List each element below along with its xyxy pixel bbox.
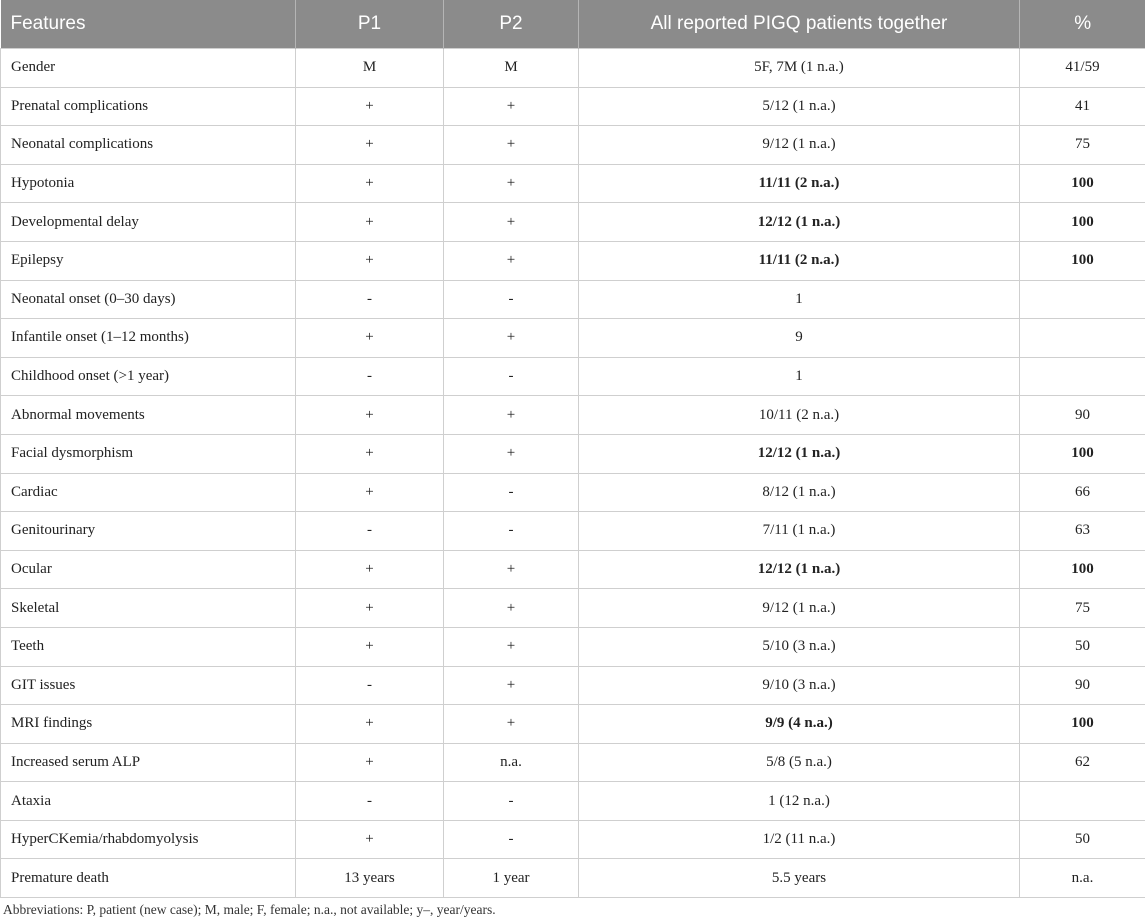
table-row xyxy=(1,705,1145,744)
cell-p2: + xyxy=(444,550,579,589)
cell-all-patients: 5/12 (1 n.a.) xyxy=(579,87,1020,126)
cell-all-patients: 5.5 years xyxy=(579,859,1020,898)
table-row xyxy=(1,396,1145,435)
cell-percent: 66 xyxy=(1020,473,1145,512)
cell-p1: + xyxy=(296,203,444,242)
cell-p2: - xyxy=(444,280,579,319)
cell-p1: 13 years xyxy=(296,859,444,898)
cell-percent xyxy=(1020,280,1145,319)
cell-p1: + xyxy=(296,319,444,358)
table-row xyxy=(1,666,1145,705)
cell-p2: + xyxy=(444,396,579,435)
cell-p2: + xyxy=(444,434,579,473)
cell-p2: + xyxy=(444,126,579,165)
cell-all-patients: 9/12 (1 n.a.) xyxy=(579,589,1020,628)
table-row xyxy=(1,473,1145,512)
table-row xyxy=(1,241,1145,280)
cell-all-patients: 1 (12 n.a.) xyxy=(579,782,1020,821)
cell-all-patients: 1 xyxy=(579,280,1020,319)
cell-percent: 41 xyxy=(1020,87,1145,126)
table-row xyxy=(1,782,1145,821)
cell-percent: 100 xyxy=(1020,550,1145,589)
cell-p2: + xyxy=(444,589,579,628)
cell-p1: + xyxy=(296,627,444,666)
cell-all-patients: 9/12 (1 n.a.) xyxy=(579,126,1020,165)
cell-feature: Ataxia xyxy=(1,782,296,821)
cell-p1: M xyxy=(296,49,444,88)
cell-percent: 100 xyxy=(1020,164,1145,203)
cell-percent: 100 xyxy=(1020,434,1145,473)
cell-all-patients: 12/12 (1 n.a.) xyxy=(579,550,1020,589)
cell-all-patients: 9/10 (3 n.a.) xyxy=(579,666,1020,705)
cell-p1: + xyxy=(296,550,444,589)
cell-all-patients: 11/11 (2 n.a.) xyxy=(579,241,1020,280)
cell-p2: + xyxy=(444,241,579,280)
table-header xyxy=(1,0,1145,49)
table-row xyxy=(1,203,1145,242)
cell-feature: Infantile onset (1–12 months) xyxy=(1,319,296,358)
header-all-patients: All reported PIGQ patients together xyxy=(579,0,1020,49)
cell-p2: - xyxy=(444,820,579,859)
cell-all-patients: 5F, 7M (1 n.a.) xyxy=(579,49,1020,88)
table-row xyxy=(1,589,1145,628)
cell-p1: + xyxy=(296,396,444,435)
cell-p1: - xyxy=(296,512,444,551)
table-row xyxy=(1,550,1145,589)
cell-p1: + xyxy=(296,87,444,126)
cell-p1: + xyxy=(296,820,444,859)
table-row xyxy=(1,126,1145,165)
header-features: Features xyxy=(1,0,296,49)
cell-all-patients: 11/11 (2 n.a.) xyxy=(579,164,1020,203)
cell-feature: Cardiac xyxy=(1,473,296,512)
table-row xyxy=(1,319,1145,358)
cell-percent xyxy=(1020,357,1145,396)
cell-all-patients: 7/11 (1 n.a.) xyxy=(579,512,1020,551)
cell-p1: - xyxy=(296,357,444,396)
table-row xyxy=(1,280,1145,319)
table-row xyxy=(1,743,1145,782)
table-row xyxy=(1,49,1145,88)
cell-p2: + xyxy=(444,666,579,705)
cell-p1: + xyxy=(296,126,444,165)
table-row xyxy=(1,357,1145,396)
cell-feature: Prenatal complications xyxy=(1,87,296,126)
cell-feature: GIT issues xyxy=(1,666,296,705)
cell-p2: + xyxy=(444,705,579,744)
cell-p1: - xyxy=(296,280,444,319)
cell-percent: 100 xyxy=(1020,705,1145,744)
table-row xyxy=(1,820,1145,859)
cell-all-patients: 5/10 (3 n.a.) xyxy=(579,627,1020,666)
cell-feature: MRI findings xyxy=(1,705,296,744)
cell-p1: + xyxy=(296,743,444,782)
cell-p1: + xyxy=(296,434,444,473)
cell-p1: - xyxy=(296,782,444,821)
cell-p1: + xyxy=(296,473,444,512)
cell-percent: 50 xyxy=(1020,820,1145,859)
cell-percent: 62 xyxy=(1020,743,1145,782)
cell-percent: 90 xyxy=(1020,396,1145,435)
header-p1: P1 xyxy=(296,0,444,49)
table-row xyxy=(1,434,1145,473)
abbreviations-footnote: Abbreviations: P, patient (new case); M, male; F, female; n.a., not available; y–, year/years. xyxy=(3,902,496,917)
table-body xyxy=(1,49,1145,898)
cell-feature: Skeletal xyxy=(1,589,296,628)
cell-percent xyxy=(1020,782,1145,821)
cell-feature: HyperCKemia/rhabdomyolysis xyxy=(1,820,296,859)
cell-feature: Epilepsy xyxy=(1,241,296,280)
table-row xyxy=(1,164,1145,203)
cell-all-patients: 9 xyxy=(579,319,1020,358)
table-row xyxy=(1,627,1145,666)
cell-feature: Neonatal onset (0–30 days) xyxy=(1,280,296,319)
cell-p1: + xyxy=(296,164,444,203)
cell-feature: Teeth xyxy=(1,627,296,666)
cell-percent: 50 xyxy=(1020,627,1145,666)
cell-all-patients: 12/12 (1 n.a.) xyxy=(579,434,1020,473)
cell-feature: Genitourinary xyxy=(1,512,296,551)
cell-all-patients: 1/2 (11 n.a.) xyxy=(579,820,1020,859)
cell-percent xyxy=(1020,319,1145,358)
cell-feature: Hypotonia xyxy=(1,164,296,203)
cell-percent: 75 xyxy=(1020,126,1145,165)
cell-all-patients: 12/12 (1 n.a.) xyxy=(579,203,1020,242)
cell-feature: Increased serum ALP xyxy=(1,743,296,782)
header-row xyxy=(1,0,1145,49)
cell-p1: + xyxy=(296,589,444,628)
header-p2: P2 xyxy=(444,0,579,49)
cell-p1: - xyxy=(296,666,444,705)
cell-feature: Childhood onset (>1 year) xyxy=(1,357,296,396)
cell-feature: Abnormal movements xyxy=(1,396,296,435)
cell-feature: Ocular xyxy=(1,550,296,589)
cell-feature: Gender xyxy=(1,49,296,88)
cell-p1: + xyxy=(296,241,444,280)
cell-p2: + xyxy=(444,203,579,242)
cell-feature: Facial dysmorphism xyxy=(1,434,296,473)
cell-percent: 90 xyxy=(1020,666,1145,705)
table-row xyxy=(1,859,1145,898)
cell-p2: 1 year xyxy=(444,859,579,898)
cell-percent: 63 xyxy=(1020,512,1145,551)
cell-feature: Premature death xyxy=(1,859,296,898)
cell-p2: + xyxy=(444,627,579,666)
cell-p2: + xyxy=(444,164,579,203)
cell-p1: + xyxy=(296,705,444,744)
table-row xyxy=(1,512,1145,551)
cell-all-patients: 9/9 (4 n.a.) xyxy=(579,705,1020,744)
cell-percent: 41/59 xyxy=(1020,49,1145,88)
cell-feature: Developmental delay xyxy=(1,203,296,242)
cell-p2: - xyxy=(444,473,579,512)
cell-percent: 100 xyxy=(1020,203,1145,242)
header-percent: % xyxy=(1020,0,1145,49)
cell-percent: n.a. xyxy=(1020,859,1145,898)
cell-feature: Neonatal complications xyxy=(1,126,296,165)
cell-p2: M xyxy=(444,49,579,88)
cell-p2: - xyxy=(444,782,579,821)
cell-p2: + xyxy=(444,87,579,126)
cell-p2: - xyxy=(444,512,579,551)
cell-all-patients: 10/11 (2 n.a.) xyxy=(579,396,1020,435)
cell-all-patients: 1 xyxy=(579,357,1020,396)
cell-percent: 100 xyxy=(1020,241,1145,280)
cell-percent: 75 xyxy=(1020,589,1145,628)
cell-p2: n.a. xyxy=(444,743,579,782)
cell-all-patients: 8/12 (1 n.a.) xyxy=(579,473,1020,512)
cell-p2: + xyxy=(444,319,579,358)
cell-p2: - xyxy=(444,357,579,396)
table-row xyxy=(1,87,1145,126)
cell-all-patients: 5/8 (5 n.a.) xyxy=(579,743,1020,782)
